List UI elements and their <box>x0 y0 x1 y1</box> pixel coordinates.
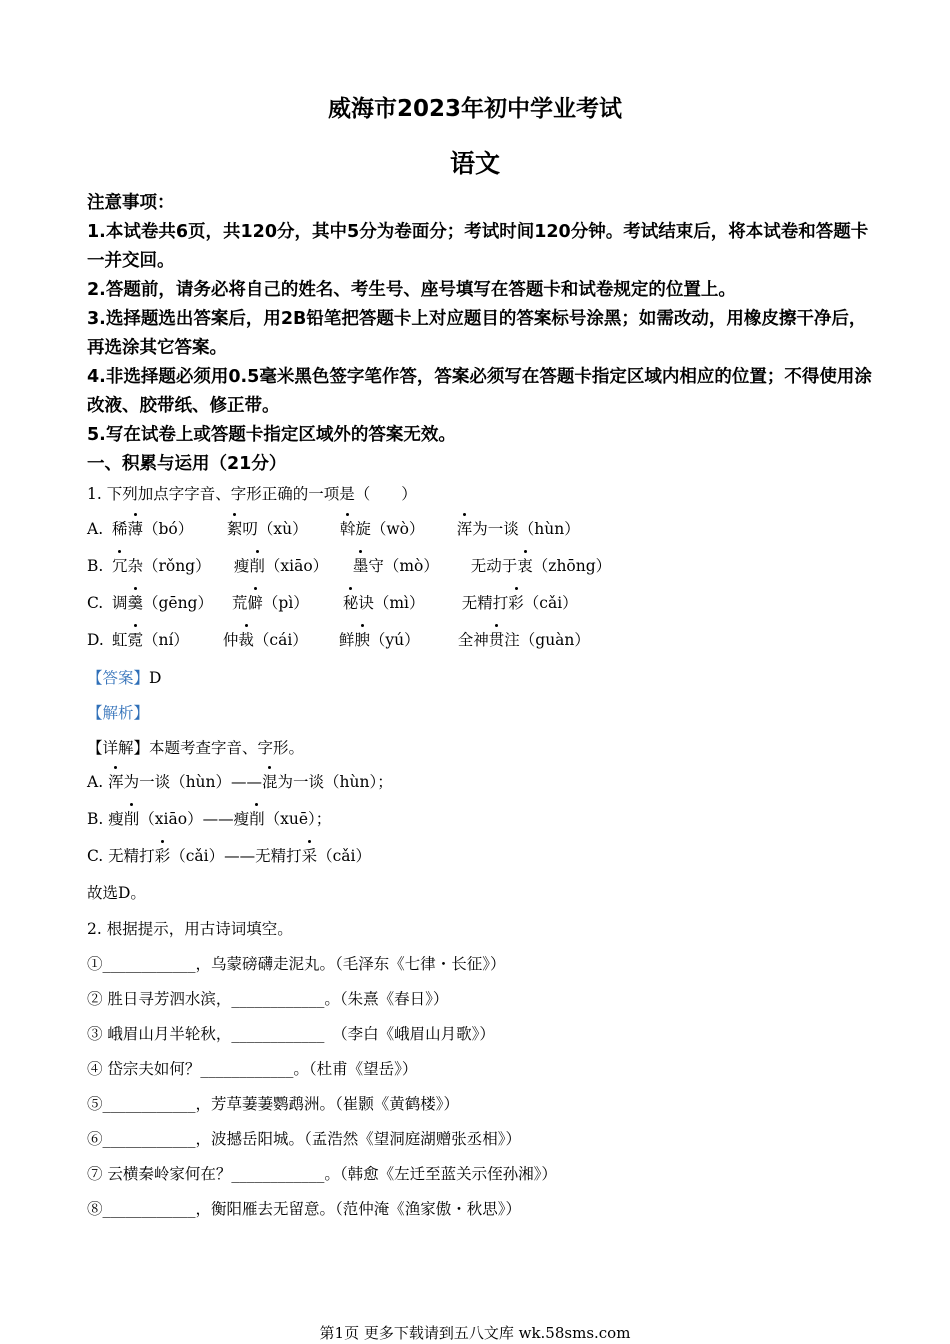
option-term <box>223 628 334 650</box>
option-label: C. <box>87 594 104 612</box>
fix-line-a <box>87 770 393 792</box>
term-text: 瘦 <box>233 557 250 575</box>
option-term <box>353 554 466 576</box>
term-text: 仲 <box>222 631 239 649</box>
term-text: 叨（xù） <box>242 520 308 538</box>
fix-label: B. <box>87 810 104 828</box>
dotted-char: 削 <box>249 807 265 829</box>
q2-line: ⑥____________，波撼岳阳城。（孟浩然《望洞庭湖赠张丞相》） <box>87 1130 522 1148</box>
option-label: D. <box>87 631 104 649</box>
option-term <box>232 591 338 613</box>
term-text: 稀 <box>111 520 128 538</box>
conclusion-line: 故选D。 <box>87 884 146 902</box>
dotted-char: 浑 <box>108 770 124 792</box>
dotted-char: 薄 <box>127 517 143 539</box>
exam-notes <box>87 189 872 479</box>
q1-option-c <box>87 591 578 613</box>
option-term <box>340 517 452 539</box>
q2-line: ⑦ 云横秦岭家何在？____________。（韩愈《左迁至蓝关示侄孙湘》） <box>87 1165 557 1183</box>
dotted-char: 僻 <box>247 591 263 613</box>
dotted-char: 霓 <box>127 628 143 650</box>
dotted-char: 冗 <box>112 554 128 576</box>
dotted-char: 秘 <box>343 591 359 613</box>
option-term <box>227 517 335 539</box>
notes-heading: 注意事项： <box>87 193 175 213</box>
q1-option-d <box>87 628 590 650</box>
exam-subject: 语文 <box>449 149 500 178</box>
q1-option-b <box>87 554 611 576</box>
q1-stem: 1. 下列加点字字音、字形正确的一项是（ ） <box>87 485 417 503</box>
fix-text: 为一谈（hùn）—— <box>123 773 263 791</box>
term-text: 无精打 <box>461 594 509 612</box>
term-text: （bó） <box>142 520 194 538</box>
term-text: （pì） <box>262 594 309 612</box>
term-text: 杂（rǒng） <box>127 557 211 575</box>
term-text: 全神 <box>457 631 489 649</box>
answer-tag: 【答案】 <box>87 669 150 687</box>
note-item: 4.非选择题必须用0.5毫米黑色签字笔作答，答案必须写在答题卡指定区域内相应的位置；不得使用涂改液、胶带纸、修正带。 <box>87 367 872 416</box>
term-text: 调 <box>111 594 128 612</box>
dotted-char: 衷 <box>517 554 533 576</box>
term-text: 无动于 <box>470 557 518 575</box>
term-text: 鲜 <box>338 631 355 649</box>
dotted-char: 贯 <box>489 628 505 650</box>
option-term <box>112 517 222 539</box>
note-item: 2.答题前，请务必将自己的姓名、考生号、座号填写在答题卡和试卷规定的位置上。 <box>87 280 736 300</box>
fix-text: （cǎi）—— <box>170 847 256 865</box>
term-text: （yú） <box>369 631 420 649</box>
fix-text: 无精打 <box>255 847 302 865</box>
q2-line: ⑤____________，芳草萋萋鹦鹉洲。（崔颢《黄鹤楼》） <box>87 1095 460 1113</box>
section-heading: 一、积累与运用（21分） <box>87 454 287 474</box>
term-text: （cǎi） <box>523 594 578 612</box>
term-text: （xiāo） <box>264 557 329 575</box>
detail-line: 【详解】本题考查字音、字形。 <box>87 739 305 757</box>
dotted-char: 腴 <box>354 628 370 650</box>
dotted-char: 羹 <box>127 591 143 613</box>
q2-stem: 2. 根据提示，用古诗词填空。 <box>87 920 293 938</box>
term-text: 旋（wò） <box>355 520 425 538</box>
term-text: 守（mò） <box>368 557 439 575</box>
term-text: 注（guàn） <box>504 631 590 649</box>
dotted-char: 混 <box>262 770 278 792</box>
dotted-char: 斡 <box>340 517 356 539</box>
option-term <box>462 591 578 613</box>
option-term <box>234 554 348 576</box>
note-item: 1.本试卷共6页，共120分，其中5分为卷面分；考试时间120分钟。考试结束后，将本试卷和答题卡一并交回。 <box>87 222 869 271</box>
note-item: 3.选择题选出答案后，用2B铅笔把答题卡上对应题目的答案标号涂黑；如需改动，用橡皮擦干净后，再选涂其它答案。 <box>87 309 867 358</box>
fix-label: A. <box>87 773 104 791</box>
option-term <box>339 628 453 650</box>
dotted-char: 浑 <box>457 517 473 539</box>
q2-line: ② 胜日寻芳泗水滨，____________。（朱熹《春日》） <box>87 990 449 1008</box>
q2-line: ①____________，乌蒙磅礴走泥丸。（毛泽东《七律・长征》） <box>87 955 506 973</box>
term-text: （cái） <box>253 631 308 649</box>
term-text: 虹 <box>111 631 128 649</box>
term-text: 诀（mì） <box>358 594 425 612</box>
analysis-tag: 【解析】 <box>87 704 150 722</box>
term-text: 荒 <box>231 594 248 612</box>
exam-title: 威海市2023年初中学业考试 <box>327 96 622 122</box>
fix-text: 为一谈（hùn）； <box>277 773 393 791</box>
answer-line <box>87 666 161 688</box>
dotted-char: 墨 <box>353 554 369 576</box>
option-term <box>458 628 590 650</box>
note-item: 5.写在试卷上或答题卡指定区域外的答案无效。 <box>87 425 456 445</box>
fix-text: 无精打 <box>108 847 155 865</box>
option-label: B. <box>87 557 104 575</box>
option-term <box>112 591 227 613</box>
fix-line-b <box>87 807 331 829</box>
fix-text: （xuē）； <box>264 810 332 828</box>
dotted-char: 彩 <box>508 591 524 613</box>
fix-text: 瘦 <box>233 810 250 828</box>
term-text: （gēng） <box>142 594 213 612</box>
option-term <box>471 554 611 576</box>
term-text: 为一谈（hùn） <box>472 520 580 538</box>
dotted-char: 裁 <box>238 628 254 650</box>
q2-line: ⑧____________，衡阳雁去无留意。（范仲淹《渔家傲・秋思》） <box>87 1200 522 1218</box>
fix-text: （xiāo）—— <box>139 810 234 828</box>
q2-line: ③ 峨眉山月半轮秋，____________ （李白《峨眉山月歌》） <box>87 1025 495 1043</box>
fix-text: 瘦 <box>108 810 124 828</box>
q1-option-a <box>87 517 580 539</box>
dotted-char: 采 <box>302 844 318 866</box>
page-footer: 第1页 更多下载请到五八文库 wk.58sms.com <box>319 1324 631 1342</box>
dotted-char: 削 <box>124 807 140 829</box>
dotted-char: 削 <box>249 554 265 576</box>
answer-value: D <box>149 669 162 687</box>
option-term <box>112 554 229 576</box>
fix-line-c <box>87 844 371 866</box>
term-text: （ní） <box>142 631 189 649</box>
term-text: （zhōng） <box>532 557 612 575</box>
fix-text: （cǎi） <box>317 847 372 865</box>
fix-label: C. <box>87 847 104 865</box>
option-term <box>112 628 218 650</box>
option-label: A. <box>87 520 104 538</box>
dotted-char: 絮 <box>227 517 243 539</box>
q2-line: ④ 岱宗夫如何？____________。（杜甫《望岳》） <box>87 1060 418 1078</box>
dotted-char: 彩 <box>155 844 171 866</box>
option-term <box>457 517 580 539</box>
option-term <box>343 591 457 613</box>
